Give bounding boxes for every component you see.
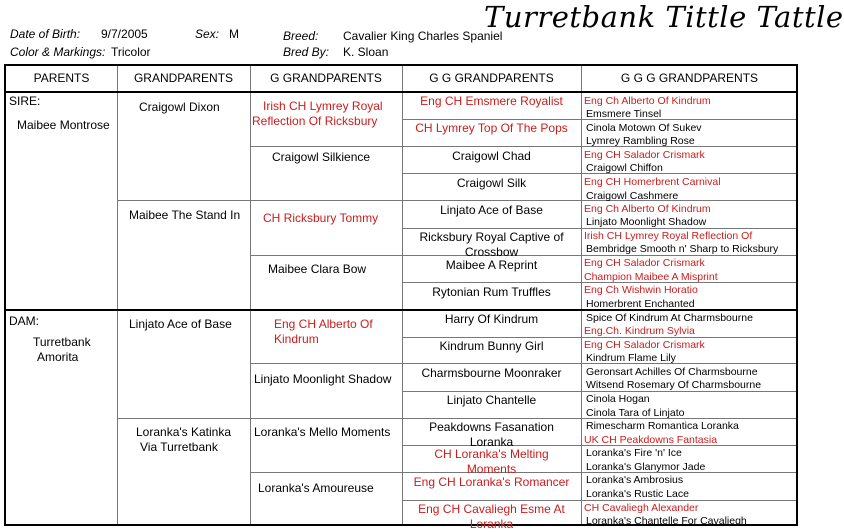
header-divider xyxy=(6,91,796,93)
row-divider xyxy=(250,472,796,473)
breed-value: Cavalier King Charles Spaniel xyxy=(343,29,503,43)
ggggp-name: Loranka's Rustic Lace xyxy=(586,488,689,500)
ggp-name: Maibee Clara Bow xyxy=(268,262,367,276)
sex-value: M xyxy=(229,27,239,41)
ggggp-name: UK CH Peakdowns Fantasia xyxy=(584,434,718,446)
row-divider xyxy=(402,337,796,338)
row-divider xyxy=(402,391,796,392)
ggggp-name: Spice Of Kindrum At Charmsbourne xyxy=(586,312,753,324)
ggggp-name: Rimescharm Romantica Loranka xyxy=(586,420,739,432)
ggp-name: Loranka's Mello Moments xyxy=(254,425,391,439)
color-value: Tricolor xyxy=(111,45,151,59)
col-header-parents: PARENTS xyxy=(33,71,90,85)
ggp-name-line2: Kindrum xyxy=(274,332,319,346)
dam-label: DAM: xyxy=(9,314,39,328)
ggggp-name: Loranka's Chantelle For Cavaliegh xyxy=(586,515,747,527)
bredby-label: Bred By: xyxy=(283,45,330,59)
ggggp-name: Eng Ch Alberto Of Kindrum xyxy=(584,95,711,107)
ggggp-name: Linjato Moonlight Shadow xyxy=(586,216,707,228)
gggp-name: Harry Of Kindrum xyxy=(444,312,539,326)
ggp-name: Linjato Moonlight Shadow xyxy=(254,372,392,386)
ggggp-name: Loranka's Fire 'n' Ice xyxy=(586,447,682,459)
ggggp-name: Irish CH Lymrey Royal Reflection Of xyxy=(584,230,753,242)
ggggp-name: Homerbrent Enchanted xyxy=(586,298,695,310)
ggggp-name: Eng CH Homerbrent Carnival xyxy=(584,176,721,188)
grandparent-name-line2: Via Turretbank xyxy=(140,440,218,454)
grandparent-name: Craigowl Dixon xyxy=(139,100,220,114)
ggggp-name: CH Cavaliegh Alexander xyxy=(584,502,699,514)
gggp-name: CH Loranka's Melting Moments xyxy=(434,447,549,476)
ggp-name: CH Ricksbury Tommy xyxy=(263,211,379,225)
col-divider xyxy=(117,66,118,524)
gggp-name: Craigowl Silk xyxy=(456,176,527,190)
col-header-grandparents: GRANDPARENTS xyxy=(133,71,234,85)
ggggp-name: Champion Maibee A Misprint xyxy=(584,271,718,283)
ggggp-name: Geronsart Achilles Of Charmsbourne xyxy=(586,366,758,378)
ggggp-name: Cinola Motown Of Sukev xyxy=(586,122,702,134)
ggp-name-line2: Reflection Of Ricksbury xyxy=(252,114,378,128)
sex-label: Sex: xyxy=(195,27,220,41)
gggp-name: Craigowl Chad xyxy=(452,149,531,163)
pedigree-table xyxy=(4,64,798,531)
color-label: Color & Markings: xyxy=(10,45,106,59)
row-divider xyxy=(117,418,796,419)
gggp-name: Maibee A Reprint xyxy=(445,258,538,272)
gggp-name: Linjato Chantelle xyxy=(446,393,537,407)
col-header-g-grandparents: G GRANDPARENTS xyxy=(270,71,382,85)
row-divider xyxy=(402,500,796,501)
sire-label: SIRE: xyxy=(9,94,41,108)
col-header-ggg-grandparents: G G G GRANDPARENTS xyxy=(620,71,759,85)
bredby-value: K. Sloan xyxy=(343,45,389,59)
dam-name-line1: Turretbank xyxy=(33,335,91,349)
kennel-title: Turretbank Tittle Tattle xyxy=(484,0,844,34)
ggp-name: Craigowl Silkience xyxy=(272,150,371,164)
ggggp-name: Craigowl Cashmere xyxy=(586,190,679,202)
sire-name: Maibee Montrose xyxy=(17,118,110,132)
ggggp-name: Loranka's Ambrosius xyxy=(586,474,684,486)
col-divider xyxy=(581,66,582,524)
grandparent-name: Linjato Ace of Base xyxy=(129,317,232,331)
gggp-name: Charmsbourne Moonraker xyxy=(421,366,562,380)
col-divider xyxy=(250,66,251,524)
ggp-name-line1: Irish CH Lymrey Royal xyxy=(263,99,383,113)
row-divider xyxy=(250,363,796,364)
ggggp-name: Eng CH Salador Crismark xyxy=(584,149,705,161)
ggggp-name: Cinola Hogan xyxy=(586,393,650,405)
gggp-name: Linjato Ace of Base xyxy=(440,203,543,217)
gggp-name: Rytonian Rum Truffles xyxy=(432,285,551,299)
ggggp-name: Witsend Rosemary Of Charmsbourne xyxy=(586,379,762,391)
grandparent-name: Maibee The Stand In xyxy=(129,208,241,222)
row-divider xyxy=(250,146,796,147)
ggggp-name: Craigowl Chiffon xyxy=(586,162,663,174)
ggp-name: Loranka's Amoureuse xyxy=(258,481,374,495)
ggggp-name: Eng.Ch. Kindrum Sylvia xyxy=(584,325,695,337)
ggggp-name: Cinola Tara of Linjato xyxy=(586,407,685,419)
ggggp-name: Eng Ch Alberto Of Kindrum xyxy=(584,203,711,215)
ggggp-name: Loranka's Glanymor Jade xyxy=(586,461,706,473)
row-divider xyxy=(402,228,796,229)
ggp-name-line1: Eng CH Alberto Of xyxy=(274,317,373,331)
ggggp-name: Eng Ch Wishwin Horatio xyxy=(584,284,698,296)
ggggp-name: Kindrum Flame Lily xyxy=(586,352,676,364)
gggp-name: Eng CH Cavaliegh Esme At Loranka xyxy=(418,502,565,531)
ggggp-name: Eng CH Salador Crismark xyxy=(584,339,705,351)
gggp-name: Kindrum Bunny Girl xyxy=(439,339,544,353)
ggggp-name: Bembridge Smooth n' Sharp to Ricksbury xyxy=(586,243,779,255)
col-header-gg-grandparents: G G GRANDPARENTS xyxy=(429,71,554,85)
ggggp-name: Lymrey Rambling Rose xyxy=(586,135,695,147)
ggggp-name: Eng CH Salador Crismark xyxy=(584,257,705,269)
dob-value: 9/7/2005 xyxy=(101,27,148,41)
gggp-name: Eng CH Emsmere Royalist xyxy=(420,94,563,108)
gggp-name: Ricksbury Royal Captive of Crossbow xyxy=(419,230,564,259)
row-divider xyxy=(117,200,796,201)
ggggp-name: Emsmere Tinsel xyxy=(586,108,662,120)
row-divider xyxy=(250,255,796,256)
dob-label: Date of Birth: xyxy=(10,27,81,41)
gggp-name: Eng CH Loranka's Romancer xyxy=(413,475,570,489)
breed-label: Breed: xyxy=(283,29,319,43)
gggp-name: Peakdowns Fasanation Loranka xyxy=(429,420,554,449)
grandparent-name-line1: Loranka's Katinka xyxy=(136,425,232,439)
gggp-name: CH Lymrey Top Of The Pops xyxy=(415,121,568,135)
dam-name-line2: Amorita xyxy=(37,350,79,364)
